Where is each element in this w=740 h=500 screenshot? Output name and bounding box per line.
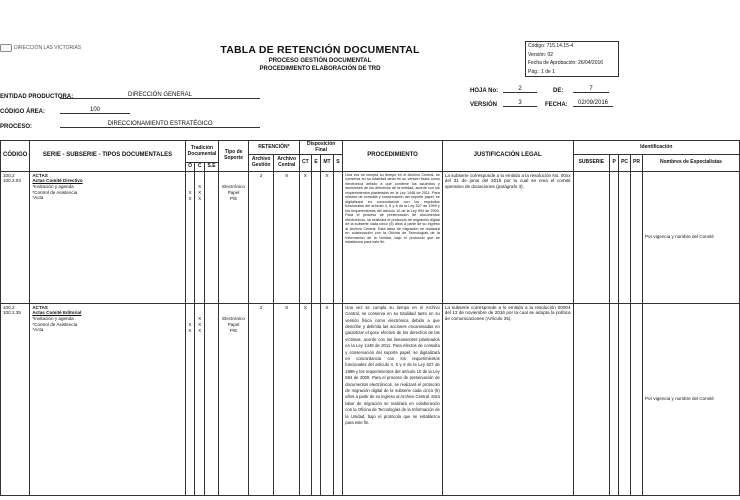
process-label: PROCESO: [0,124,33,130]
col-e: E [311,155,321,172]
col-support: Tipo de Soporte [219,141,249,172]
col-o: O [185,163,195,172]
col-justification: JUSTIFICACIÓN LEGAL [442,141,573,172]
sheet-label: HOJA No: [470,88,499,94]
o-mark: X [188,321,192,327]
row-pr [631,303,643,495]
process-value: DIRECCIONAMIENTO ESTRATÉGICO [60,121,260,128]
area-label: CÓDIGO ÁREA: [0,109,45,115]
row-mt: X [321,303,333,495]
col-pr: PR [631,155,643,172]
row-archive-mgmt: 2 [248,171,274,303]
c-mark: X [198,321,202,327]
col-identification: Identificación [573,141,739,155]
doc-type: *Control de Asistencia [32,321,78,327]
row-justification: La subserie corresponde a lo emitido a la resolución No. 00xx del 31 de junio del 2015 por la cual se crea el comité operativo de donaciones (parágrafo 3). [442,171,573,303]
subseries-name: Actas Comité Editorial [32,310,82,316]
doc-type: *Invitación y agenda [32,183,74,189]
support-type: P/E [229,327,238,333]
procedure-name: PROCEDIMIENTO ELABORACIÓN DE TRD [259,66,381,72]
row-p [610,171,619,303]
retention-table [0,140,740,496]
row-e [311,303,321,495]
unit-value: DIRECCIÓN GENERAL [60,92,260,99]
doc-type: *Control de Asistencia [32,189,78,195]
col-final-disposition: Disposición Final [299,141,342,155]
row-s [333,303,343,495]
row-se-marks [204,303,218,495]
row-archive-mgmt: 2 [248,303,274,495]
row-p [610,303,619,495]
row-justification: La subserie corresponde a lo emitido a la resolución 00004 del 13 de noviembre de 2016 por la cual se adopta la política de comunicaciones (Artículo 35). [442,303,573,495]
series-name: ACTAS [32,172,48,178]
row-specialists: Por vigencia y nombre del Comité [642,303,739,495]
col-procedure: PROCEDIMIENTO [343,141,442,172]
c-mark: X [198,195,202,201]
row-pc [619,303,631,495]
o-mark: X [188,189,192,195]
sheet-value: 2 [503,86,537,93]
row-se-marks [204,171,218,303]
c-mark: X [198,183,202,189]
c-mark: X [198,189,202,195]
row-o-marks [185,171,195,303]
col-se: S.E [204,163,218,172]
col-retention: RETENCIÓN* [248,141,299,155]
row-specialists: Por vigencia y nombre del Comité [642,171,739,303]
col-mt: MT [321,155,333,172]
row-archive-central: 8 [274,171,300,303]
approval-date-line: Fecha de Aprobación: 26/04/2016 [528,60,604,66]
support-type: Electrónico [222,183,245,189]
row-o-marks [185,303,195,495]
support-type: Papel [227,321,240,327]
document-header [170,44,470,72]
logo-text: DIRECCIÓN LAS VICTORIAS [14,45,82,51]
col-s: S [333,155,343,172]
o-mark: X [188,327,192,333]
table-row [1,303,740,495]
support-type: Electrónico [222,315,245,321]
support-type: P/E [229,195,238,201]
of-label: DE: [553,88,564,94]
o-mark: X [188,195,192,201]
row-series-cell [30,171,185,303]
col-ct: CT [299,155,311,172]
col-archive-mgmt: Archivo Gestión [248,155,274,172]
code-line: Código: 715.14.15-4 [528,43,574,49]
row-e [311,171,321,303]
col-p: P [610,155,619,172]
doc-type: *Acta [32,195,44,201]
row-ct: X [299,171,311,303]
table-row [1,171,740,303]
logo-mark-icon [0,44,12,52]
area-value: 100 [60,107,130,114]
row-support [219,303,249,495]
col-pc: PC [619,155,631,172]
series-name: ACTAS [32,304,48,310]
of-value: 7 [573,86,609,93]
version-label: VERSIÓN [470,102,498,108]
row-series-cell [30,303,185,495]
row-c-marks [195,303,204,495]
row-subserie-id [573,303,610,495]
version-line: Versión: 02 [528,51,554,58]
c-mark: X [198,327,202,333]
col-series: SERIE - SUBSERIE - TIPOS DOCUMENTALES [30,141,185,172]
doc-type: *Invitación y agenda [32,315,74,321]
row-code: 100.2 100.2.35 [1,303,30,495]
row-subserie-id [573,171,610,303]
support-type: Papel [227,189,240,195]
row-c-marks [195,171,204,303]
col-code: CÓDIGO [1,141,30,172]
row-mt: X [321,171,333,303]
doc-type: *Acta [32,327,44,333]
row-code: 100.2 100.2.04 [1,171,30,303]
row-pc [619,171,631,303]
row-ct: X [299,303,311,495]
row-procedure: Una vez se cumpla su tiempo en el Archivo Central, se conserva en su totalidad tanto en su versión física como electrónica debido a que describe y delimita las acciones encaminadas en garantizar el goce efectivo de los derechos de las víctimas, acorde con los lineamientos planteados en la Ley 1448 de 2011. Para efectos de consulta y conservación del soporte papel, se digitalizará en concordancia con los requerimientos funcionales del artículo 4, 5 y 6 de la Ley 527 de 1999 y los requerimientos del artículo 10 de la Ley 594 de 2000. Para el proceso de preservación de documentos electrónicos, se realizará el protocolo de migración digital de la subserie cada cinco (5) años a partir de su ingreso al Archivo Central. Esta labor de migración se realizará en colaboración con la Oficina de Tecnologías de la Información de la Unidad, bajo el protocolo que se establezca para este fin. [343,303,442,495]
col-archive-central: Archivo Central [274,155,300,172]
row-pr [631,171,643,303]
date-value: 02/09/2016 [573,100,613,107]
date-label: FECHA: [545,102,568,108]
row-procedure: Una vez se cumpla su tiempo en el Archivo Central, se conserva en su totalidad tanto en su versión física como electrónica debido a que contiene los acuerdos y decisiones de los directivos de la entidad, acorde con los requerimientos planteados en la Ley 1448 de 2011. Para efectos de consulta y conservación del soporte papel, se digitalizará en concordancia con los requisitos funcionales del artículo 4, 5 y 6 de la Ley 527 de 1999 y los requerimientos del artículo 10 de la Ley 594 de 2000. Para el proceso de preservación de documentos electrónicos, se realizará el protocolo de migración digital de la subserie cada cinco (5) años a partir de su ingreso al Archivo Central. Esta labor de migración se realizará en colaboración con la Oficina de Tecnologías de la Información de la Unidad, bajo el protocolo que se establezca para este fin. [343,171,442,303]
col-specialists: Nombres de Especialistas [642,155,739,172]
c-mark: X [198,315,202,321]
row-support [219,171,249,303]
subseries-name: Actas Comité Directivo [32,178,83,184]
process-name: PROCESO GESTIÓN DOCUMENTAL [268,58,372,64]
page-line: Pág.: 1 de 1 [528,68,555,75]
row-s [333,171,343,303]
document-code-box [525,41,619,77]
col-tradition: Tradición Documental [185,141,219,163]
unit-label: ENTIDAD PRODUCTORA: [0,94,74,100]
col-subserie-id: SUBSERIE [573,155,610,172]
document-title: TABLA DE RETENCIÓN DOCUMENTAL [220,44,420,56]
col-c: C [195,163,204,172]
version-value: 3 [503,100,537,107]
logo [0,44,81,52]
row-archive-central: 8 [274,303,300,495]
